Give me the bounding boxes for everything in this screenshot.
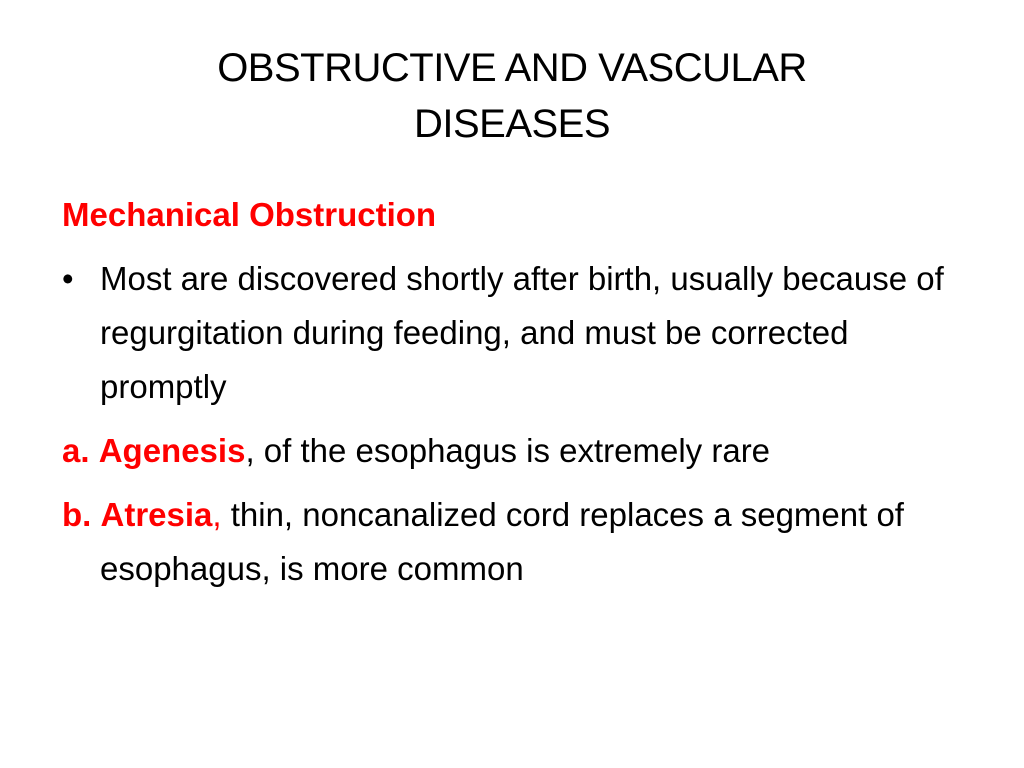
section-heading: Mechanical Obstruction [62, 196, 437, 233]
item-b-comma: , [212, 496, 222, 533]
bullet-text: Most are discovered shortly after birth, usually because of regurgitation during feeding, and must be corrected promptly [100, 260, 944, 405]
item-a-marker: a. [62, 432, 90, 469]
item-a [62, 424, 962, 478]
slide-title [150, 40, 874, 152]
item-b-term: Atresia [100, 496, 213, 533]
title-line-1: OBSTRUCTIVE AND VASCULAR [217, 46, 807, 90]
bullet-icon: • [62, 260, 74, 297]
item-b-text: thin, noncanalized cord replaces a segment of esophagus, is more common [100, 496, 904, 587]
item-a-text: , of the esophagus is extremely rare [245, 432, 771, 469]
bullet-item [62, 252, 962, 414]
slide-body [62, 188, 962, 606]
item-a-term: Agenesis [98, 432, 246, 469]
title-line-2: DISEASES [413, 102, 611, 146]
item-b-marker: b. [62, 496, 92, 533]
item-b [62, 488, 962, 596]
